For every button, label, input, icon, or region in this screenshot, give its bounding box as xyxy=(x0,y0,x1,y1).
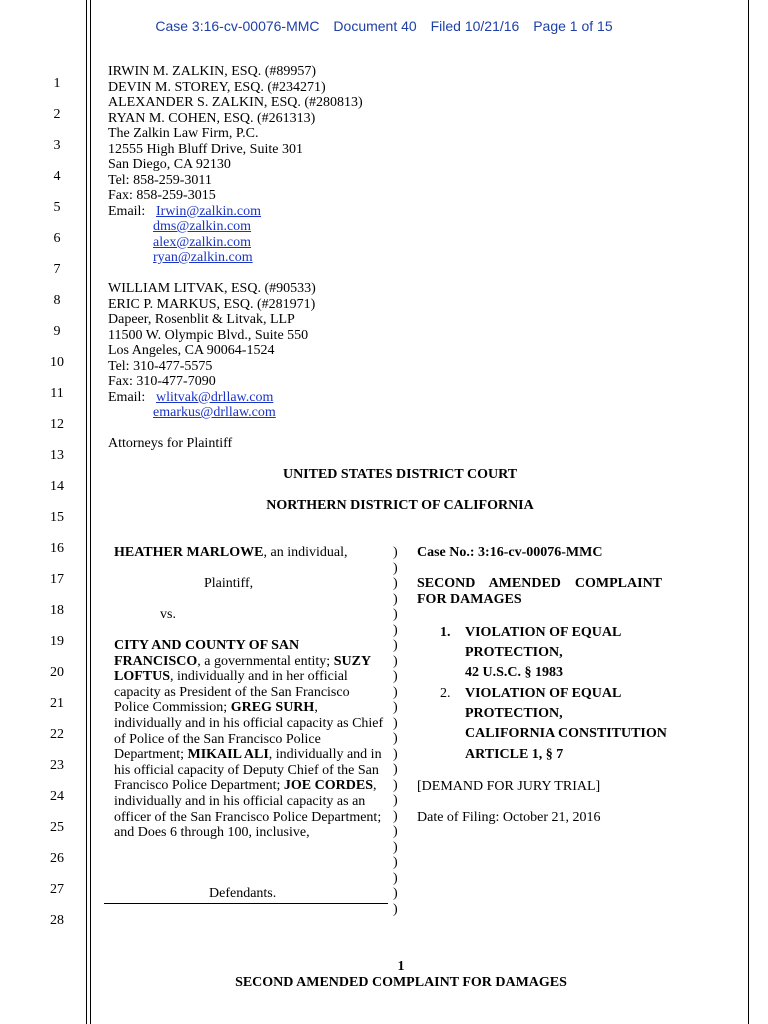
line-number: 6 xyxy=(53,231,61,246)
line-number: 8 xyxy=(53,293,61,308)
firm-name: Dapeer, Rosenblit & Litvak, LLP xyxy=(108,312,295,327)
firm-fax: Fax: 310-477-7090 xyxy=(108,374,216,389)
email-link[interactable]: wlitvak@drllaw.com xyxy=(156,389,274,405)
line-number: 4 xyxy=(53,169,61,184)
ecf-header xyxy=(0,18,768,34)
header-filed-date: Filed 10/21/16 xyxy=(430,18,520,34)
claim-number: 1. xyxy=(440,625,451,640)
attorneys-for: Attorneys for Plaintiff xyxy=(108,436,233,451)
district-name: NORTHERN DISTRICT OF CALIFORNIA xyxy=(266,498,534,513)
line-number: 17 xyxy=(50,572,64,587)
attorney-name: IRWIN M. ZALKIN, ESQ. (#89957) xyxy=(108,64,317,79)
line-number: 27 xyxy=(50,882,64,897)
plaintiff-desc: , an individual, xyxy=(263,545,348,560)
defendants-label: Defendants. xyxy=(209,886,277,901)
claim-line: PROTECTION, xyxy=(465,706,563,721)
paren: ) xyxy=(393,715,398,731)
case-number: Case No.: 3:16-cv-00076-MMC xyxy=(417,545,603,560)
paren: ) xyxy=(393,638,398,653)
firm-phone: Tel: 310-477-5575 xyxy=(108,358,213,374)
paren: ) xyxy=(393,886,398,901)
filing-date: Date of Filing: October 21, 2016 xyxy=(417,810,601,825)
court-name: UNITED STATES DISTRICT COURT xyxy=(282,467,518,482)
footer-page-number: 1 xyxy=(397,959,405,974)
defendant-name: SUZY LOFTUS xyxy=(114,653,371,685)
line-number: 15 xyxy=(50,510,64,525)
firm-fax: Fax: 858-259-3015 xyxy=(108,188,216,203)
paren: ) xyxy=(393,762,398,777)
claim-line: ARTICLE 1, § 7 xyxy=(465,747,564,762)
header-document: Document 40 xyxy=(333,18,417,34)
document-title-line2: FOR DAMAGES xyxy=(417,591,522,607)
claim-line: VIOLATION OF EQUAL xyxy=(465,686,622,701)
line-number: 25 xyxy=(50,820,64,835)
attorney-name: ALEXANDER S. ZALKIN, ESQ. (#280813) xyxy=(108,95,363,110)
defendant-name: JOE CORDES xyxy=(283,778,373,794)
line-number: 3 xyxy=(53,138,61,153)
line-number: 12 xyxy=(50,417,64,432)
paren: ) xyxy=(393,855,398,870)
line-number: 22 xyxy=(50,727,64,742)
email-label: Email: xyxy=(108,203,146,219)
firm-address-street: 11500 W. Olympic Blvd., Suite 550 xyxy=(108,327,309,343)
line-number: 1 xyxy=(53,76,61,91)
margin-rule-left-inner xyxy=(90,0,91,1024)
paren: ) xyxy=(393,746,398,762)
defendant-desc: , individually and in his official capacity of Deputy Chief of the San Francisco Police Department; xyxy=(114,747,382,794)
jury-demand: [DEMAND FOR JURY TRIAL] xyxy=(417,779,601,794)
defendants-description xyxy=(114,638,384,841)
attorney-name: ERIC P. MARKUS, ESQ. (#281971) xyxy=(108,296,316,312)
paren: ) xyxy=(393,731,398,746)
line-number: 11 xyxy=(50,386,64,401)
footer-title: SECOND AMENDED COMPLAINT FOR DAMAGES xyxy=(235,975,567,990)
email-link[interactable]: alex@zalkin.com xyxy=(153,234,252,250)
attorney-name: WILLIAM LITVAK, ESQ. (#90533) xyxy=(108,281,316,296)
email-link[interactable]: dms@zalkin.com xyxy=(153,219,252,234)
firm-phone: Tel: 858-259-3011 xyxy=(108,172,212,188)
email-label: Email: xyxy=(108,389,146,405)
email-link[interactable]: Irwin@zalkin.com xyxy=(156,203,262,219)
line-number: 19 xyxy=(50,634,64,649)
paren: ) xyxy=(393,622,398,638)
line-number: 16 xyxy=(50,541,64,556)
defendant-desc: , individually and in his official capacity as an officer of the San Francisco Police Department; and Does 6 through 100, inclusive, xyxy=(114,778,382,841)
line-number: 7 xyxy=(53,262,61,277)
line-number: 23 xyxy=(50,758,64,773)
line-number: 10 xyxy=(50,355,64,370)
claim-number: 2. xyxy=(440,686,451,701)
header-case-number: Case 3:16-cv-00076-MMC xyxy=(155,18,320,34)
paren: ) xyxy=(393,777,398,793)
paren: ) xyxy=(393,824,398,839)
paren: ) xyxy=(393,591,398,607)
claim-line: VIOLATION OF EQUAL xyxy=(465,625,622,640)
line-number: 28 xyxy=(50,913,64,928)
line-number: 5 xyxy=(53,200,61,215)
attorney-name: DEVIN M. STOREY, ESQ. (#234271) xyxy=(108,79,326,95)
claim-line: CALIFORNIA CONSTITUTION xyxy=(465,726,667,741)
firm-address-city: Los Angeles, CA 90064-1524 xyxy=(108,343,275,358)
paren: ) xyxy=(393,808,398,824)
claim-line: PROTECTION, xyxy=(465,645,563,660)
plaintiff-line xyxy=(114,545,347,561)
firm-address-city: San Diego, CA 92130 xyxy=(108,157,231,172)
plaintiff-label: Plaintiff, xyxy=(204,576,254,591)
paren: ) xyxy=(393,560,398,576)
line-number: 24 xyxy=(50,789,64,804)
line-number: 20 xyxy=(50,665,64,680)
email-link[interactable]: ryan@zalkin.com xyxy=(153,250,253,265)
caption-paren-column xyxy=(393,545,398,917)
firm-name: The Zalkin Law Firm, P.C. xyxy=(108,126,259,141)
line-number: 13 xyxy=(50,448,64,463)
claim-line: 42 U.S.C. § 1983 xyxy=(465,665,564,680)
margin-rule-left-outer xyxy=(86,0,87,1024)
caption-underline xyxy=(104,903,388,904)
line-number: 2 xyxy=(53,107,61,122)
paren: ) xyxy=(393,700,398,715)
email-link[interactable]: emarkus@drllaw.com xyxy=(153,405,276,420)
paren: ) xyxy=(393,839,398,855)
line-number: 26 xyxy=(50,851,64,866)
attorney-name: RYAN M. COHEN, ESQ. (#261313) xyxy=(108,110,316,126)
paren: ) xyxy=(393,684,398,700)
defendant-desc: , individually and in his official capacity as Chief of Police of the San Francisco Police Department; xyxy=(114,700,384,763)
defendant-name: CITY AND COUNTY OF SAN FRANCISCO xyxy=(114,638,300,669)
document-title-line1: SECOND AMENDED COMPLAINT xyxy=(417,576,663,591)
paren: ) xyxy=(393,870,398,886)
paren: ) xyxy=(393,653,398,669)
paren: ) xyxy=(393,607,398,622)
defendant-name: MIKAIL ALI xyxy=(187,747,269,763)
line-number: 9 xyxy=(53,324,61,339)
paren: ) xyxy=(393,901,398,917)
plaintiff-name: HEATHER MARLOWE xyxy=(114,545,264,560)
paren: ) xyxy=(393,576,398,591)
defendant-desc: , a governmental entity; xyxy=(197,653,334,669)
defendant-desc: , individually and in her official capacity as President of the San Francisco Police Commission; xyxy=(114,669,350,716)
paren: ) xyxy=(393,545,398,560)
versus: vs. xyxy=(160,607,176,622)
header-page: Page 1 of 15 xyxy=(533,18,613,34)
firm-address-street: 12555 High Bluff Drive, Suite 301 xyxy=(108,141,303,157)
defendant-name: GREG SURH xyxy=(230,700,315,716)
line-number: 18 xyxy=(50,603,64,618)
paren: ) xyxy=(393,669,398,684)
line-number: 14 xyxy=(50,479,64,494)
line-number: 21 xyxy=(50,696,64,711)
margin-rule-right xyxy=(748,0,749,1024)
paren: ) xyxy=(393,793,398,808)
